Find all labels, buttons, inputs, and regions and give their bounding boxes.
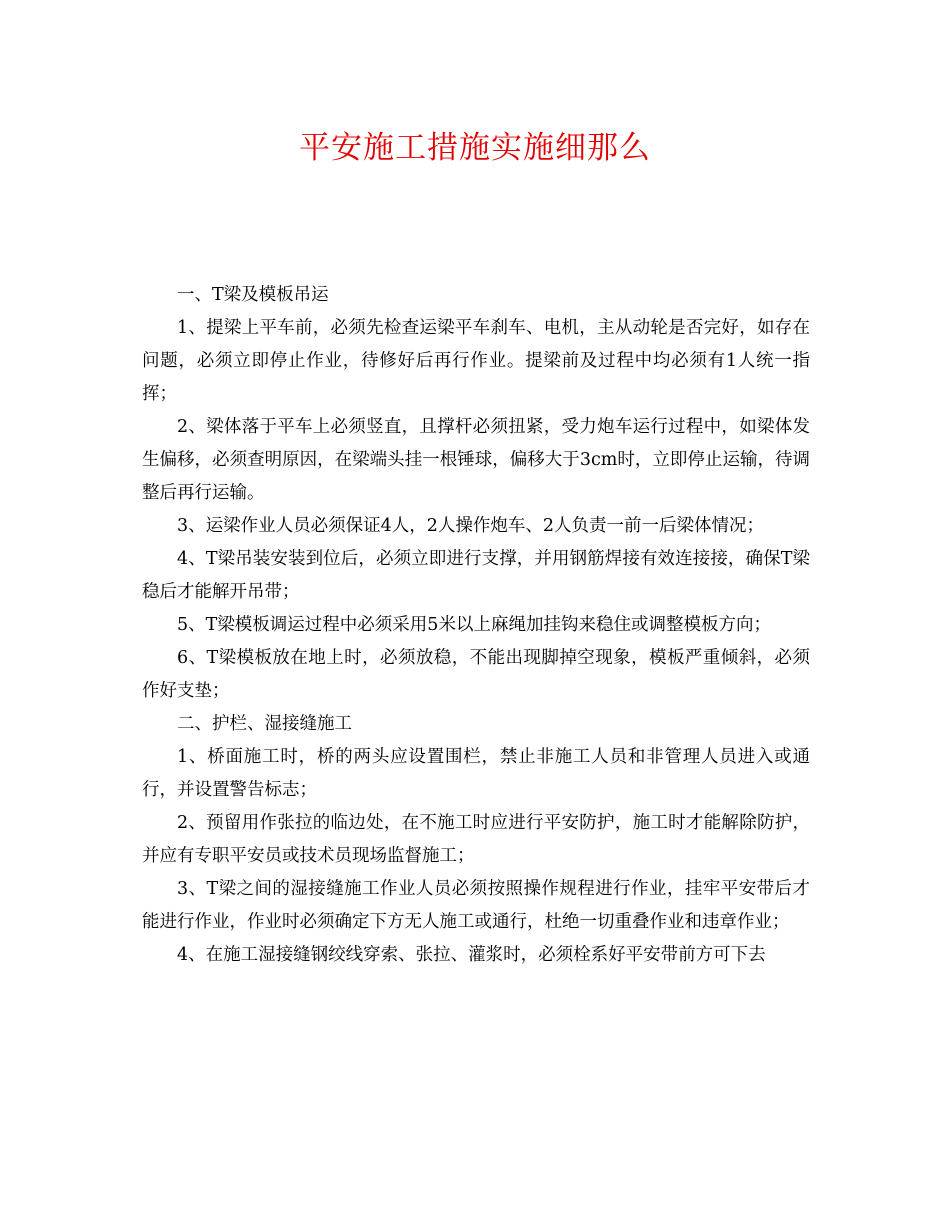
- list-item: 4、在施工湿接缝钢绞线穿索、张拉、灌浆时，必须栓系好平安带前方可下去: [177, 945, 766, 965]
- list-item: 6、T梁模板放在地上时，必须放稳，不能出现脚掉空现象，模板严重倾斜，必须作好支垫；: [142, 648, 810, 701]
- list-item: 5、T梁模板调运过程中必须采用5米以上麻绳加挂钩来稳住或调整模板方向；: [177, 615, 771, 635]
- section-heading: 二、护栏、湿接缝施工: [177, 714, 352, 734]
- section-heading: 一、T梁及模板吊运: [177, 285, 329, 305]
- document-title: 平安施工措施实施细那么: [299, 130, 651, 166]
- list-item: 3、T梁之间的湿接缝施工作业人员必须按照操作规程进行作业，挂牢平安带后才能进行作业，作业时必须确定下方无人施工或通行，杜绝一切重叠作业和违章作业；: [142, 879, 810, 932]
- document-body: [142, 279, 810, 972]
- list-item: 1、桥面施工时，桥的两头应设置围栏，禁止非施工人员和非管理人员进入或通行，并设置警告标志；: [142, 747, 810, 800]
- list-item: 1、提梁上平车前，必须先检查运梁平车刹车、电机，主从动轮是否完好，如存在问题，必须立即停止作业，待修好后再行作业。提梁前及过程中均必须有1人统一指挥；: [142, 318, 810, 404]
- list-item: 3、运梁作业人员必须保证4人，2人操作炮车、2人负责一前一后梁体情况；: [177, 516, 765, 536]
- list-item: 4、T梁吊装安装到位后，必须立即进行支撑，并用钢筋焊接有效连接接，确保T梁稳后才能解开吊带；: [142, 549, 810, 602]
- list-item: 2、预留用作张拉的临边处，在不施工时应进行平安防护，施工时才能解除防护，并应有专职平安员或技术员现场监督施工；: [142, 813, 810, 866]
- list-item: 2、梁体落于平车上必须竖直，且撑杆必须扭紧，受力炮车运行过程中，如梁体发生偏移，必须查明原因，在梁端头挂一根锤球，偏移大于3cm时，立即停止运输，待调整后再行运输。: [142, 417, 810, 503]
